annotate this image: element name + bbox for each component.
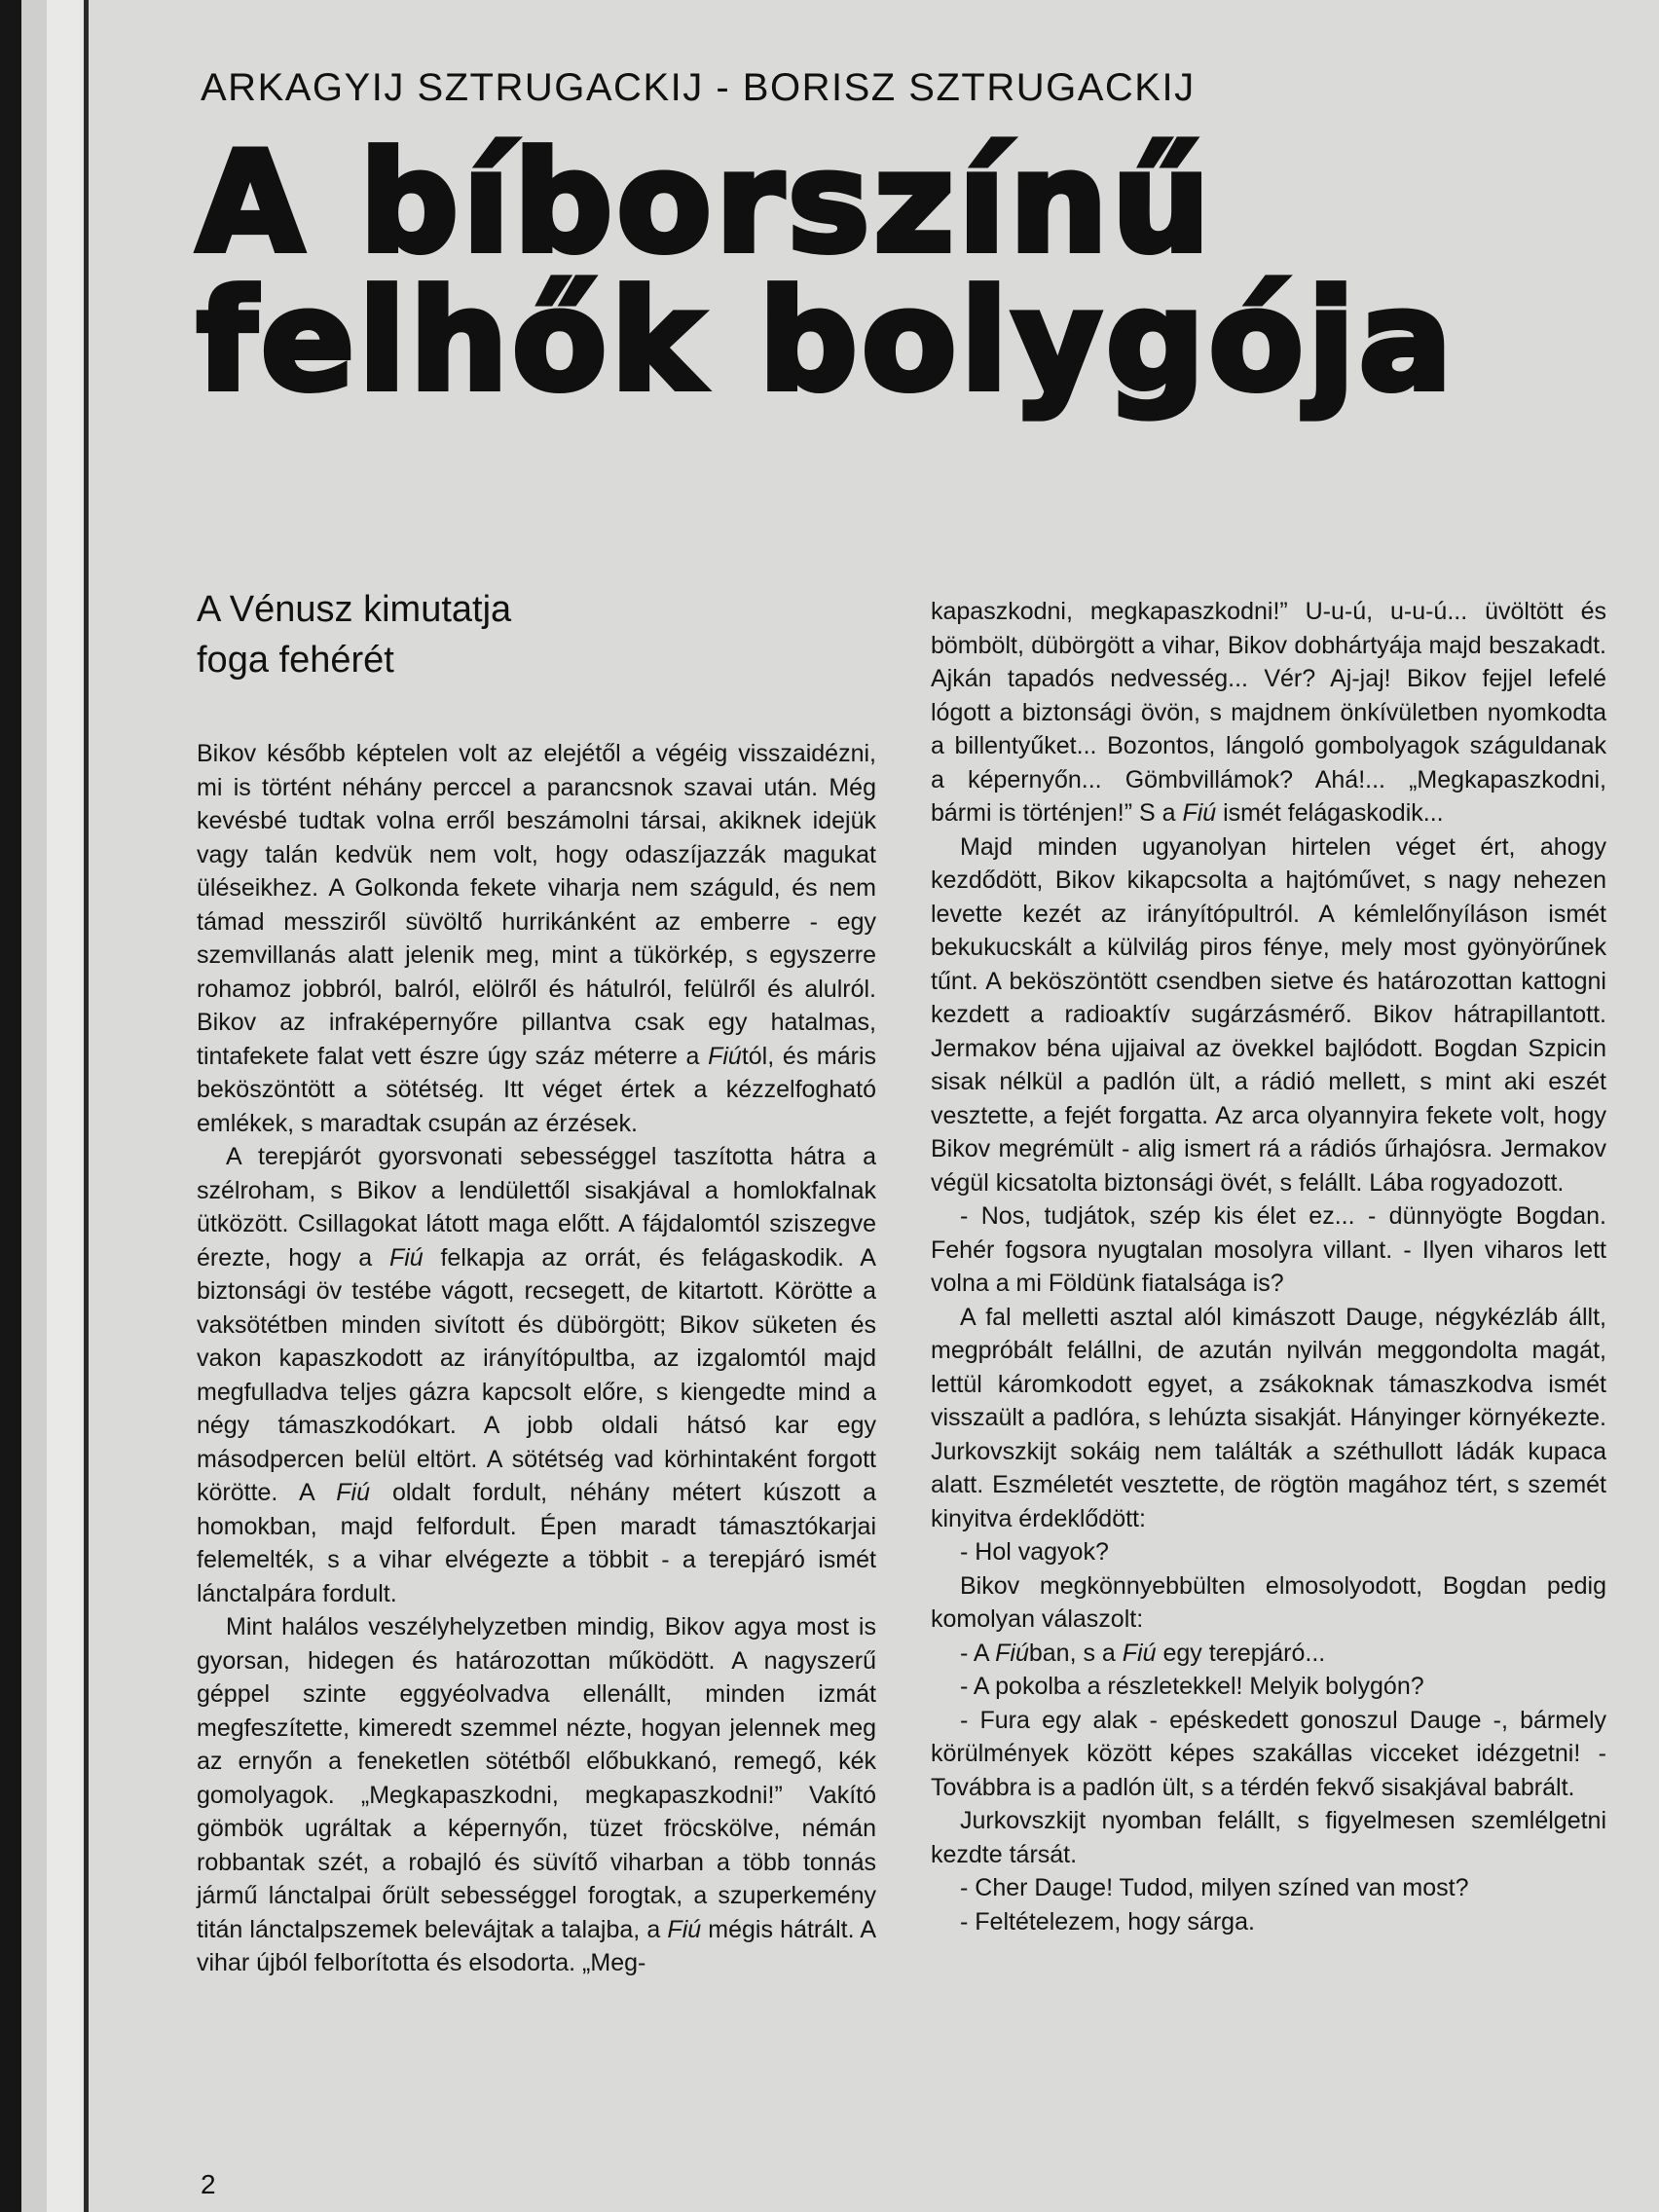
paragraph: Majd minden ugyanolyan hirtelen véget ért, ahogy kezdődött, Bikov kikapcsolta a hajtóművet, s nagy nehezen levette kezét az irányítópultról. A kémlelőnyíláson ismét bekukucskált a külvilág piros fénye, mely most gyönyörűnek tűnt. A beköszöntött csendben sietve és határozottan kattogni kezdett a radioaktív sugárzásmérő. Bikov hátrapillantott. Jermakov béna ujjaival az övekkel bajlódott. Bogdan Szpicin sisak nélkül a padlón ült, a rádió mellett, s mint aki eszét vesztette, a fejét forgatta. Az arca olyannyira fekete volt, hogy Bikov megrémült - alig ismert rá a rádiós űrhajósra. Jermakov végül kicsatolta biztonsági övét, s felállt. Lába rogyadozott. xyxy=(931,832,1606,1197)
chapter-heading-line-2: foga fehérét xyxy=(197,640,394,681)
dialogue-line: - Hol vagyok? xyxy=(960,1538,1109,1566)
dialogue-line: - A Fiúban, s a Fiú egy terepjáró... xyxy=(960,1639,1326,1667)
chapter-heading xyxy=(197,584,645,685)
dialogue-line: - Cher Dauge! Tudod, milyen színed van most? xyxy=(960,1874,1469,1901)
left-column xyxy=(197,737,876,1980)
paragraph: kapaszkodni, megkapaszkodni!” U-u-ú, u-u-ú... üvöltött és bömbölt, dübörgött a vihar, Bikov dobhártyája majd beszakadt. Ajkán tapadós nedvesség... Vér? Aj-jaj! Bikov fejjel lefelé lógott a biztonsági övön, s majdnem önkívületben nyomkodta a billentyűket... Bozontos, lángoló gombolyagok száguldanak a képernyőn... Gömbvillámok? Ahá!... „Megkapaszkodni, bármi is történjen!” S a Fiú ismét felágaskodik... xyxy=(931,598,1606,827)
paragraph: A fal melletti asztal alól kimászott Dauge, négykézláb állt, megpróbált felállni, de azután nyilván meggondolta magát, lettül káromkodott egyet, a zsákoknak támaszkodva ismét visszaült a padlóra, s lehúzta sisakját. Hányinger környékezte. Jurkovszkijt sokáig nem találták a széthullott ládák kupaca alatt. Eszméletét vesztette, de rögtön magához tért, s szemét kinyitva érdeklődött: xyxy=(931,1303,1606,1532)
dialogue-line: - Fura egy alak - epéskedett gonoszul Dauge -, bármely körülmények között képes szakállas vicceket idézgetni! - Továbbra is a padlón ült, s a térdén fekvő sisakjával babrált. xyxy=(931,1706,1606,1801)
dialogue-line: - Nos, tudjátok, szép kis élet ez... - dünnyögte Bogdan. Fehér fogsora nyugtalan mosolyra villant. - Ilyen viharos lett volna a mi Földünk fiatalsága is? xyxy=(931,1202,1606,1297)
paragraph: Bikov később képtelen volt az elejétől a végéig visszaidézni, mi is történt néhány perccel a parancsnok szavai után. Még kevésbé tudtak volna erről beszámolni társai, akiknek idejük vagy talán kedvük nem volt, hogy odaszíjazzák magukat üléseikhez. A Golkonda fekete viharja nem száguld, és nem támad messziről süvöltő hurrikánként az emberre - egy szemvillanás alatt jelenik meg, mint a tükörkép, s egyszerre rohamoz jobbról, balról, elölről és hátulról, felülről és alulról. Bikov az infraképernyőre pillantva csak egy hatalmas, tintafekete falat vett észre úgy száz méterre a Fiútól, és máris beköszöntött a sötétség. Itt véget értek a kézzelfogható emlékek, s maradtak csupán az érzések. xyxy=(197,740,876,1137)
paragraph: Jurkovszkijt nyomban felállt, s figyelmesen szemlélgetni kezdte társát. xyxy=(931,1807,1606,1868)
dialogue-line: - Feltételezem, hogy sárga. xyxy=(960,1907,1255,1936)
authors-line: ARKAGYIJ SZTRUGACKIJ - BORISZ SZTRUGACKIJ xyxy=(201,66,1196,109)
title-line-2: felhők bolygója xyxy=(197,261,1456,422)
binding-edge xyxy=(21,0,47,2212)
paragraph: Mint halálos veszélyhelyzetben mindig, Bikov agya most is gyorsan, hidegen és határozottan működött. A nagyszerű géppel szinte eggyéolvadva ellenállt, minden izmát megfeszítette, kimeredt szemmel nézte, hogyan jelennek meg az ernyőn a feneketlen sötétből előbukkanó, remegő, kék gomolyagok. „Megkapaszkodni, megkapaszkodni!” Vakító gömbök ugráltak a képernyőn, tüzet fröcskölve, némán robbantak szét, a robajló és süvítő viharban a több tonnás jármű lánctalpai őrült sebességgel forogtak, a szuperkemény titán lánctalpszemek belevájtak a talajba, a Fiú mégis hátrált. A vihar újból felborította és elsodorta. „Meg- xyxy=(197,1613,876,1976)
dialogue-line: - A pokolba a részletekkel! Melyik bolygón? xyxy=(960,1673,1424,1700)
right-column xyxy=(931,595,1606,1938)
paragraph: A terepjárót gyorsvonati sebességgel taszította hátra a szélroham, s Bikov a lendülettől sisakjával a homlokfalnak ütközött. Csillagokat látott maga előtt. A fájdalomtól sziszegve érezte, hogy a Fiú felkapja az orrát, és felágaskodik. A biztonsági öv testébe vágott, recsegett, de kitartott. Körötte a vaksötétben minden sivított és dübörgött; Bikov süketen és vakon kapaszkodott az irányítópultba, az izgalomtól majd megfulladva teljes gázra kapcsolt előre, s kiengedte mind a négy támaszkodókart. A jobb oldali hátsó kar egy másodpercen belül eltört. A sötétség vad körhintaként forgott körötte. A Fiú oldalt fordult, néhány métert kúszott a homokban, majd felfordult. Épen maradt támasztókarjai felemelték, s a vihar elvégezte a többit - a terepjáró ismét lánctalpára fordult. xyxy=(197,1143,877,1607)
chapter-heading-line-1: A Vénusz kimutatja xyxy=(197,589,512,630)
story-title xyxy=(197,123,1599,422)
binding-shadow xyxy=(0,0,21,2212)
page-number: 2 xyxy=(201,2169,216,2199)
title-line-1: A bíborszínű xyxy=(197,123,1214,283)
paragraph: Bikov megkönnyebbülten elmosolyodott, Bogdan pedig komolyan válaszolt: xyxy=(931,1571,1606,1633)
binding-strip xyxy=(47,0,89,2212)
